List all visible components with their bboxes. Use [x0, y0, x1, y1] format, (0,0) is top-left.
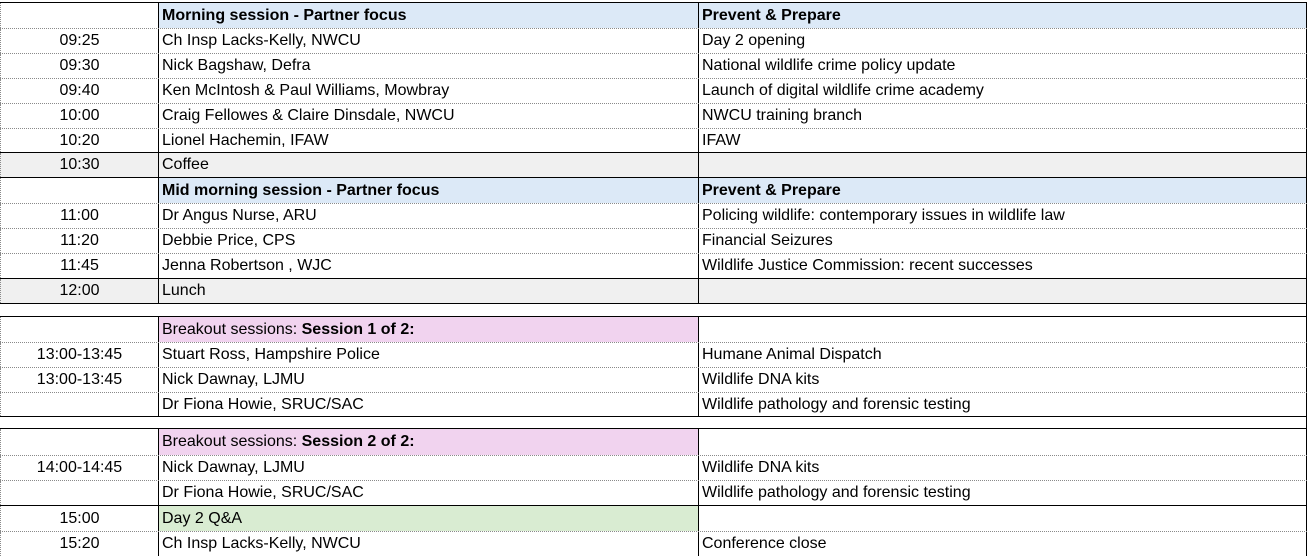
qa-row [0, 505, 1307, 531]
time-cell: 09:25 [0, 29, 158, 53]
break-row [0, 278, 1307, 304]
time-cell: 10:20 [0, 129, 158, 152]
topic-cell: Day 2 opening [698, 29, 1307, 53]
speaker-cell: Jenna Robertson , WJC [158, 254, 698, 278]
time-cell [0, 317, 158, 342]
breakout-title [158, 429, 698, 455]
speaker-cell: Debbie Price, CPS [158, 229, 698, 253]
speaker-cell: Nick Bagshaw, Defra [158, 54, 698, 78]
topic-cell: Wildlife DNA kits [698, 368, 1307, 392]
topic-cell: Humane Animal Dispatch [698, 343, 1307, 367]
topic-cell: Policing wildlife: contemporary issues in wildlife law [698, 204, 1307, 228]
topic-cell [698, 506, 1307, 531]
session-header-row [0, 2, 1307, 28]
agenda-row [0, 203, 1307, 228]
topic-cell: Launch of digital wildlife crime academy [698, 79, 1307, 103]
topic-cell [698, 417, 1307, 428]
speaker-cell: Ch Insp Lacks-Kelly, NWCU [158, 29, 698, 53]
time-cell: 10:30 [0, 153, 158, 177]
breakout-prefix: Breakout sessions: [162, 433, 302, 450]
breakout-title [158, 317, 698, 342]
topic-cell: Conference close [698, 532, 1307, 556]
topic-cell: Financial Seizures [698, 229, 1307, 253]
topic-cell: IFAW [698, 129, 1307, 152]
topic-cell: Wildlife pathology and forensic testing [698, 481, 1307, 505]
time-cell: 11:45 [0, 254, 158, 278]
time-cell: 09:30 [0, 54, 158, 78]
topic-cell: NWCU training branch [698, 104, 1307, 128]
speaker-cell: Ch Insp Lacks-Kelly, NWCU [158, 532, 698, 556]
topic-cell: Wildlife Justice Commission: recent successes [698, 254, 1307, 278]
qa-label: Day 2 Q&A [158, 506, 698, 531]
topic-cell [698, 304, 1307, 316]
breakout-session-label: Session 2 of 2: [301, 433, 415, 450]
topic-cell [698, 317, 1307, 342]
topic-cell: Wildlife pathology and forensic testing [698, 393, 1307, 416]
speaker-cell: Dr Fiona Howie, SRUC/SAC [158, 481, 698, 505]
time-cell: 09:40 [0, 79, 158, 103]
agenda-row [0, 228, 1307, 253]
session-theme: Prevent & Prepare [698, 3, 1307, 28]
speaker-cell: Stuart Ross, Hampshire Police [158, 343, 698, 367]
agenda-row [0, 253, 1307, 278]
time-cell [0, 417, 158, 428]
agenda-row [0, 78, 1307, 103]
agenda-row [0, 392, 1307, 417]
speaker-cell: Dr Angus Nurse, ARU [158, 204, 698, 228]
break-label: Coffee [158, 153, 698, 177]
topic-cell: National wildlife crime policy update [698, 54, 1307, 78]
speaker-cell: Nick Dawnay, LJMU [158, 368, 698, 392]
agenda-row [0, 342, 1307, 367]
time-cell [0, 393, 158, 416]
topic-cell [698, 153, 1307, 177]
breakout-session-label: Session 1 of 2: [301, 320, 415, 338]
agenda-row [0, 480, 1307, 505]
time-cell: 13:00-13:45 [0, 368, 158, 392]
time-cell [0, 178, 158, 203]
topic-cell: Wildlife DNA kits [698, 456, 1307, 480]
time-cell: 11:20 [0, 229, 158, 253]
speaker-cell: Craig Fellowes & Claire Dinsdale, NWCU [158, 104, 698, 128]
topic-cell [698, 279, 1307, 303]
breakout-header-row [0, 317, 1307, 342]
agenda-row [0, 531, 1307, 556]
time-cell [0, 429, 158, 455]
agenda-row [0, 455, 1307, 480]
agenda-row [0, 103, 1307, 128]
speaker-cell: Nick Dawnay, LJMU [158, 456, 698, 480]
speaker-cell: Lionel Hachemin, IFAW [158, 129, 698, 152]
spacer-row [0, 304, 1307, 317]
time-cell [0, 304, 158, 316]
speaker-cell [158, 417, 698, 428]
agenda-row [0, 367, 1307, 392]
session-theme: Prevent & Prepare [698, 178, 1307, 203]
time-cell: 12:00 [0, 279, 158, 303]
agenda-row [0, 53, 1307, 78]
session-header-row [0, 177, 1307, 203]
session-title: Mid morning session - Partner focus [158, 178, 698, 203]
time-cell: 15:00 [0, 506, 158, 531]
time-cell [0, 3, 158, 28]
time-cell [0, 481, 158, 505]
time-cell: 15:20 [0, 532, 158, 556]
break-label: Lunch [158, 279, 698, 303]
speaker-cell: Ken McIntosh & Paul Williams, Mowbray [158, 79, 698, 103]
topic-cell [698, 429, 1307, 455]
time-cell: 14:00-14:45 [0, 456, 158, 480]
speaker-cell [158, 304, 698, 316]
agenda-row [0, 28, 1307, 53]
break-row [0, 152, 1307, 177]
time-cell: 11:00 [0, 204, 158, 228]
spacer-row [0, 417, 1307, 429]
time-cell: 10:00 [0, 104, 158, 128]
time-cell: 13:00-13:45 [0, 343, 158, 367]
speaker-cell: Dr Fiona Howie, SRUC/SAC [158, 393, 698, 416]
breakout-prefix: Breakout sessions: [162, 320, 302, 338]
agenda-row [0, 128, 1307, 152]
session-title: Morning session - Partner focus [158, 3, 698, 28]
breakout-header-row [0, 429, 1307, 455]
